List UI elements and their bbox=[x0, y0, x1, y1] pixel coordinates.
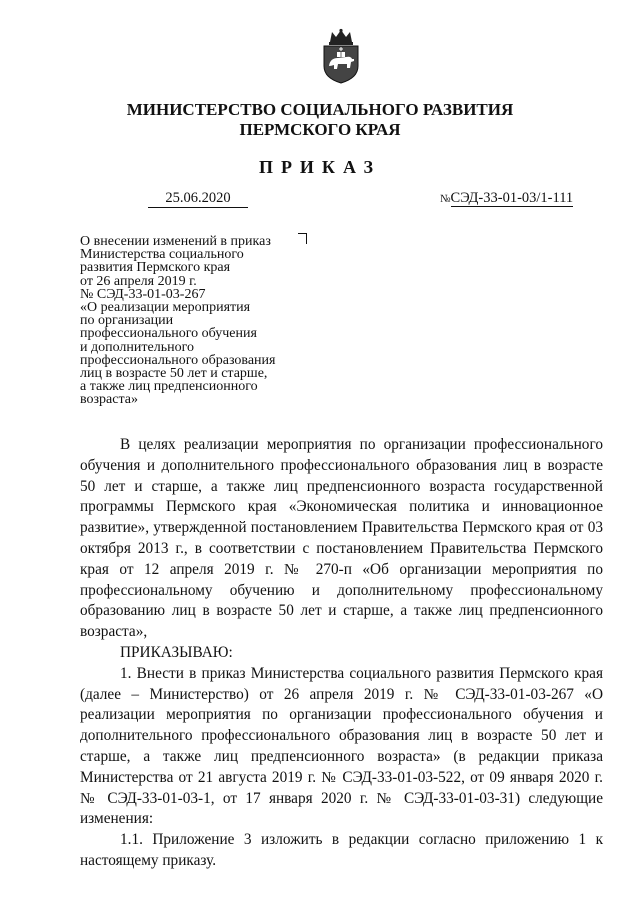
subject-line: профессионального обучения bbox=[80, 326, 257, 342]
subject-line: О внесении изменений в приказ bbox=[80, 234, 271, 249]
decree-word: ПРИКАЗЫВАЮ: bbox=[120, 643, 233, 661]
coat-of-arms-icon bbox=[318, 28, 364, 84]
ministry-name bbox=[0, 100, 640, 140]
subject-line: Министерства социального bbox=[80, 247, 244, 263]
document-type: ПРИКАЗ bbox=[258, 157, 382, 177]
subject-line: лиц в возрасте 50 лет и старше, bbox=[80, 366, 268, 382]
preamble-paragraph: В целях реализации мероприятия по организации профессионального обучения и дополнительного профессионального образования лиц в возрасте 50 лет и старше, а также лиц предпенсионного возраста государственной программы Пермского края «Экономическая политика и инновационное развитие», утвержденной постановлением Правительства Пермского края от 03 октября 2013 г., в соответствии с постановлением Правительства Пермского края от 12 апреля 2019 г. № 270-п «Об организации мероприятия по профессиональному обучению и дополнительному профессиональному образованию лиц в возрасте 50 лет и старше, а также лиц предпенсионного возраста», bbox=[80, 436, 603, 641]
subject-line: а также лиц предпенсионного bbox=[80, 379, 258, 395]
item-1-paragraph: 1. Внести в приказ Министерства социального развития Пермского края (далее – Министерство) от 26 апреля 2019 г. № СЭД-33-01-03-267 «О реализации мероприятия по организации профессионального обучения и дополнительного профессионального образования лиц в возрасте 50 лет и старше, а также лиц предпенсионного возраста» (в редакции приказа Министерства от 21 августа 2019 г. № СЭД-33-01-03-522, от 09 января 2020 г. № СЭД-33-01-03-1, от 17 января 2020 г. № СЭД-33-01-03-31) следующие изменения: bbox=[80, 664, 603, 828]
ministry-name-line1: МИНИСТЕРСТВО СОЦИАЛЬНОГО РАЗВИТИЯ bbox=[126, 100, 514, 119]
ministry-name-line2: ПЕРМСКОГО КРАЯ bbox=[239, 120, 401, 139]
order-date: 25.06.2020 bbox=[148, 190, 248, 208]
subject-line: и дополнительного bbox=[80, 339, 194, 355]
subject-line: возраста» bbox=[80, 392, 138, 408]
order-number-value: СЭД-33-01-03/1-111 bbox=[450, 190, 574, 206]
subject-line: от 26 апреля 2019 г. bbox=[80, 273, 197, 289]
subject-line: № СЭД-33-01-03-267 bbox=[80, 286, 206, 302]
order-number bbox=[440, 190, 573, 208]
subject-line: по организации bbox=[80, 313, 174, 329]
subject-line: развития Пермского края bbox=[80, 260, 231, 276]
subject-line: «О реализации мероприятия bbox=[80, 300, 251, 316]
order-subject bbox=[80, 235, 320, 407]
number-sign: № bbox=[440, 193, 451, 205]
order-body bbox=[80, 435, 603, 872]
subject-line: профессионального образования bbox=[80, 352, 276, 368]
item-1-1-paragraph: 1.1. Приложение 3 изложить в редакции согласно приложению 1 к настоящему приказу. bbox=[80, 831, 603, 869]
